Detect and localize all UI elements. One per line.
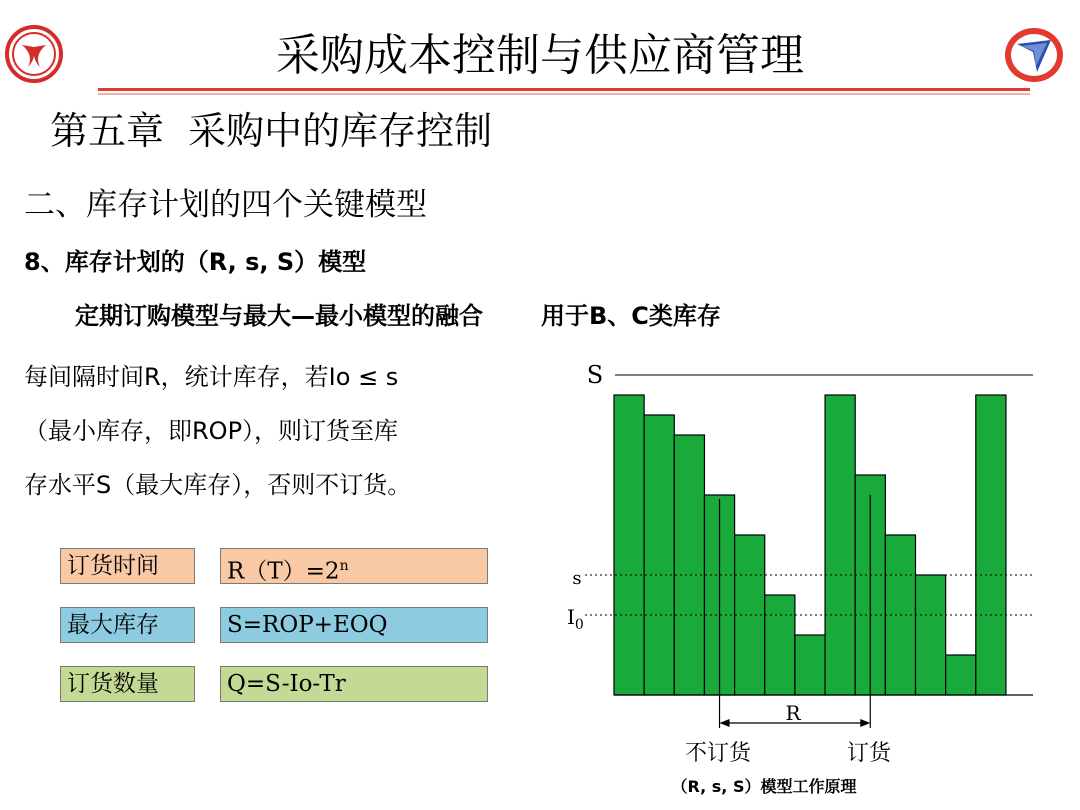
no-order-label: 不订货	[684, 741, 752, 766]
interval-arrowhead-right	[860, 719, 870, 727]
label-order-time: 订货时间	[60, 548, 195, 584]
description-left: 定期订购模型与最大—最小模型的融合	[75, 302, 483, 330]
value-order-time	[220, 548, 488, 584]
inventory-bar	[916, 575, 946, 695]
interval-arrowhead-left	[720, 719, 730, 727]
label-max-inventory: 最大库存	[60, 607, 195, 643]
review-interval-label: R	[785, 701, 801, 725]
chapter-heading: 第五章 采购中的库存控制	[50, 109, 493, 153]
explanation-line: 存水平S（最大库存），否则不订货。	[24, 471, 412, 499]
inventory-bar	[825, 395, 855, 695]
inventory-bar	[976, 395, 1006, 695]
order-label: 订货	[846, 741, 892, 766]
label-order-quantity: 订货数量	[60, 666, 195, 702]
subsection-heading: 8、库存计划的（R, s, S）模型	[24, 248, 367, 276]
min-level-label: s	[572, 568, 582, 589]
inventory-bar	[674, 435, 704, 695]
chart-caption: （R, s, S）模型工作原理	[671, 777, 857, 796]
inventory-bar	[765, 595, 795, 695]
model-description	[75, 298, 721, 334]
inventory-bars	[614, 395, 1006, 695]
inventory-bar	[644, 415, 674, 695]
inventory-bar	[614, 395, 644, 695]
page-title: 采购成本控制与供应商管理	[276, 30, 804, 81]
title-divider-shadow	[98, 93, 1030, 95]
initial-inventory-letter: I	[567, 605, 575, 629]
description-right: 用于B、C类库存	[541, 302, 721, 330]
value-max-inventory: S=ROP+EOQ	[220, 607, 488, 643]
inventory-bar	[795, 635, 825, 695]
explanation-text	[24, 350, 411, 512]
initial-inventory-subscript: 0	[574, 617, 584, 633]
rsS-model-chart	[555, 350, 1055, 800]
initial-inventory-label	[567, 605, 584, 633]
explanation-line: （最小库存，即ROP），则订货至库	[24, 417, 399, 445]
inventory-bar	[946, 655, 976, 695]
title-divider	[98, 88, 1030, 91]
explanation-line: 每间隔时间R，统计库存，若Io ≤ s	[24, 363, 399, 391]
value-order-time-exponent: n	[339, 558, 349, 574]
value-order-time-text: R（T）=2	[227, 558, 340, 585]
section-heading: 二、库存计划的四个关键模型	[24, 187, 427, 223]
value-order-quantity: Q=S-Io-Tr	[220, 666, 488, 702]
max-level-label: S	[586, 361, 604, 389]
